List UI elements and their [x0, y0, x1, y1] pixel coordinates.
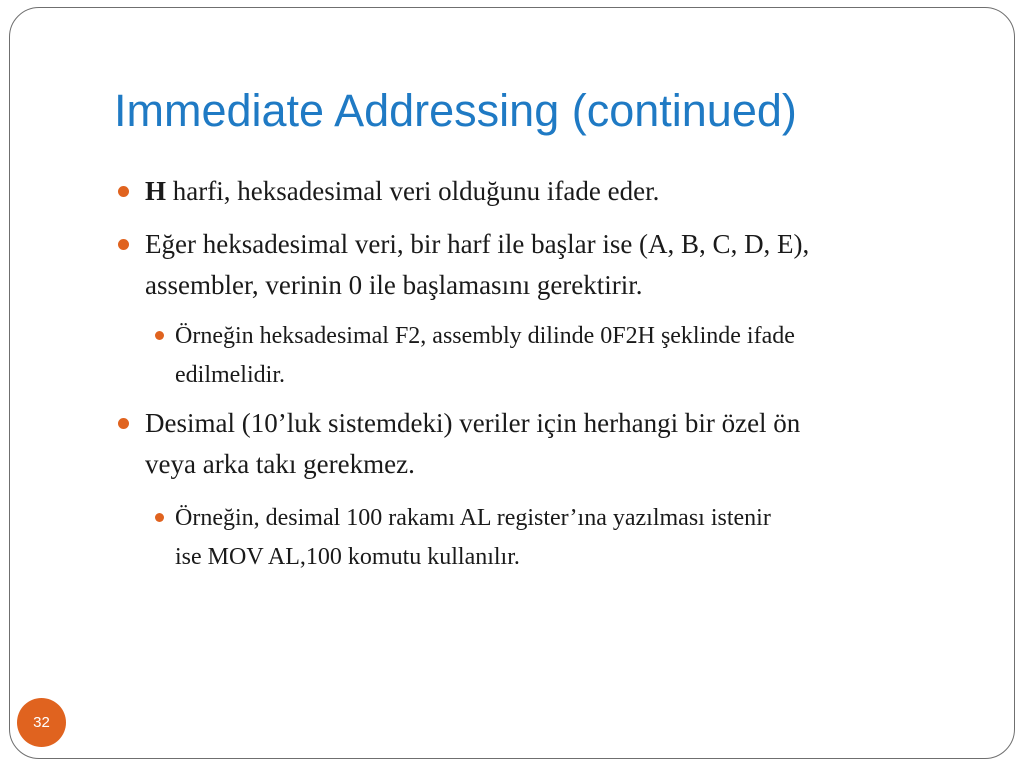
bullet-dot-icon — [118, 186, 129, 197]
bullet-dot-icon — [155, 513, 164, 522]
bullet-text-line: assembler, verinin 0 ile başlamasını gerektirir. — [145, 270, 643, 300]
sub-bullet-item — [175, 317, 795, 395]
sub-bullet-item — [175, 499, 771, 577]
bullet-dot-icon — [118, 239, 129, 250]
bullet-text: harfi, heksadesimal veri olduğunu ifade eder. — [166, 176, 660, 206]
bullet-text-line: Desimal (10’luk sistemdeki) veriler için herhangi bir özel ön — [145, 408, 801, 438]
bullet-text-line: edilmelidir. — [175, 362, 285, 388]
slide-title: Immediate Addressing (continued) — [114, 85, 797, 136]
bullet-text-line: Eğer heksadesimal veri, bir harf ile başlar ise (A, B, C, D, E), — [145, 229, 810, 259]
bullet-text-line: Örneğin heksadesimal F2, assembly dilinde 0F2H şeklinde ifade — [175, 323, 795, 349]
bullet-text-line: ise MOV AL,100 komutu kullanılır. — [175, 544, 520, 570]
bullet-dot-icon — [155, 331, 164, 340]
bullet-text-line: veya arka takı gerekmez. — [145, 449, 415, 479]
bullet-item — [145, 403, 800, 485]
bullet-item — [145, 224, 809, 306]
bullet-text-line: Örneğin, desimal 100 rakamı AL register’ına yazılması istenir — [175, 505, 771, 531]
bullet-dot-icon — [118, 418, 129, 429]
bullet-item — [145, 171, 659, 212]
bullet-bold-lead: H — [145, 176, 167, 206]
page-number-badge: 32 — [17, 698, 66, 747]
